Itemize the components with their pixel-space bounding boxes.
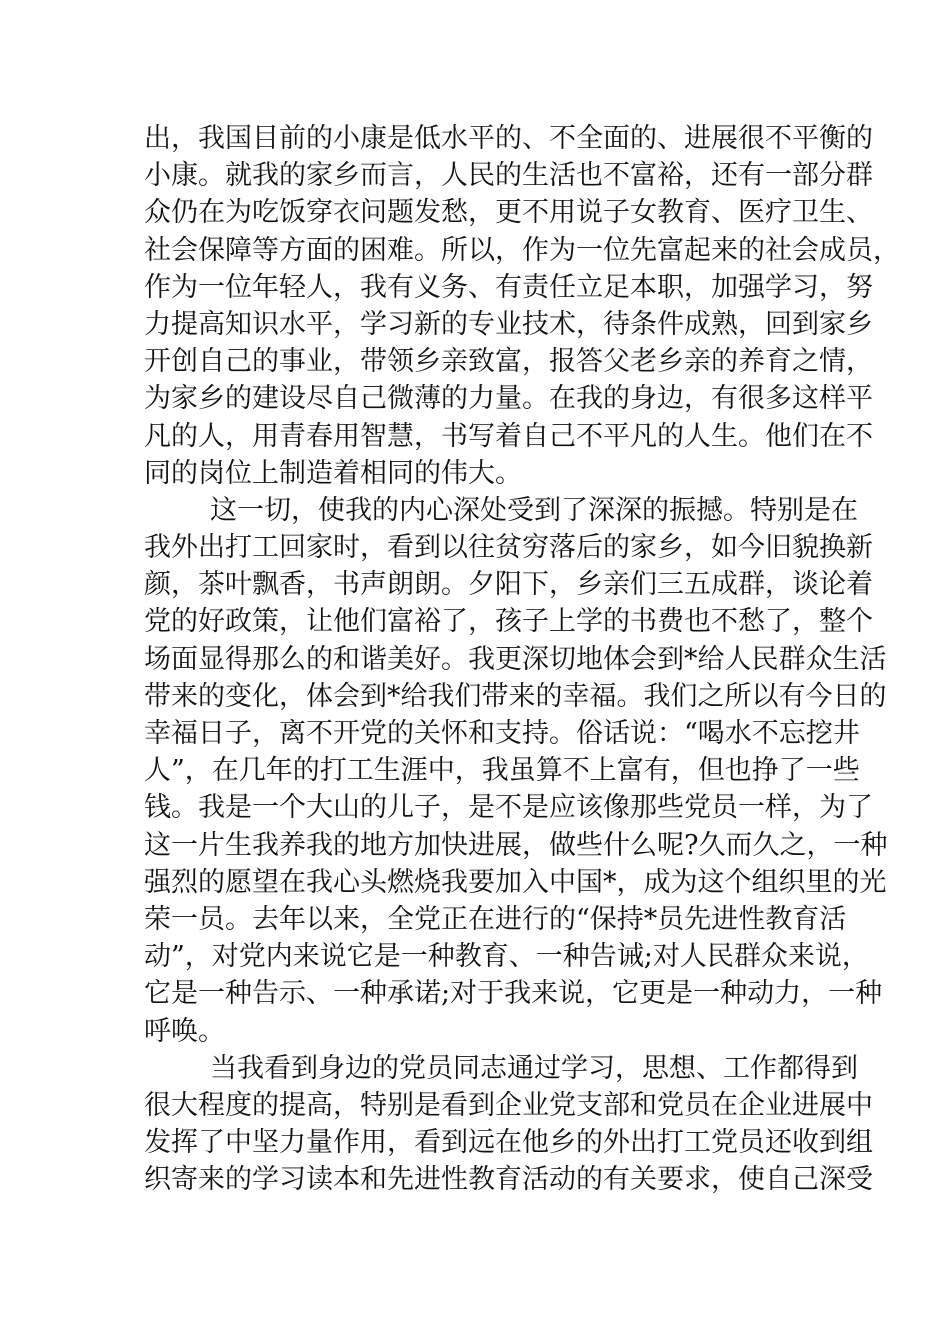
paragraph-2-line-10: 这一片生我养我的地方加快进展，做些什么呢?久而久之，一种 <box>144 829 888 861</box>
paragraph-2-line-1: 这一切，使我的内心深处受到了深深的振撼。特别是在 <box>210 494 858 526</box>
paragraph-2-line-3: 颜，茶叶飘香，书声朗朗。夕阳下，乡亲们三五成群，谈论着 <box>144 569 873 601</box>
paragraph-2-line-9: 钱。我是一个大山的儿子，是不是应该像那些党员一样，为了 <box>144 792 873 824</box>
paragraph-1-line-7: 开创自己的事业，带领乡亲致富，报答父老乡亲的养育之情， <box>144 346 873 378</box>
paragraph-2-line-2: 我外出打工回家时，看到以往贫穷落后的家乡，如今旧貌换新 <box>144 532 873 564</box>
paragraph-2-line-12: 荣一员。去年以来，全党正在进行的“保持*员先进性教育活 <box>144 903 847 935</box>
paragraph-1-line-4: 社会保障等方面的困难。所以，作为一位先富起来的社会成员， <box>144 234 900 266</box>
paragraph-2-line-7: 幸福日子，离不开党的关怀和支持。俗话说：“喝水不忘挖井 <box>144 718 860 749</box>
paragraph-1-line-1: 出，我国目前的小康是低水平的、不全面的、进展很不平衡的 <box>144 123 873 154</box>
paragraph-2-line-14: 它是一种告示、一种承诺;对于我来说，它更是一种动力，一种 <box>144 978 883 1010</box>
paragraph-3-line-3: 发挥了中坚力量作用，看到远在他乡的外出打工党员还收到组 <box>144 1127 873 1159</box>
paragraph-2-line-13: 动”，对党内来说它是一种教育、一种告诫;对人民群众来说， <box>144 941 869 973</box>
paragraph-1-line-10: 同的岗位上制造着相同的伟大。 <box>144 457 522 489</box>
paragraph-1-line-3: 众仍在为吃饭穿衣问题发愁，更不用说子女教育、医疗卫生、 <box>144 197 873 229</box>
paragraph-1-line-2: 小康。就我的家乡而言，人民的生活也不富裕，还有一部分群 <box>144 160 873 192</box>
body-text <box>144 120 900 1198</box>
paragraph-2-line-11: 强烈的愿望在我心头燃烧我要加入中国*，成为这个组织里的光 <box>144 866 887 898</box>
paragraph-1-line-6: 力提高知识水平，学习新的专业技术，待条件成熟，回到家乡 <box>144 308 873 340</box>
paragraph-2-line-15: 呼唤。 <box>144 1015 225 1047</box>
paragraph-1-line-5: 作为一位年轻人，我有义务、有责任立足本职，加强学习，努 <box>144 271 873 303</box>
paragraph-2-line-5: 场面显得那么的和谐美好。我更深切地体会到*给人民群众生活 <box>144 643 887 675</box>
paragraph-1-line-8: 为家乡的建设尽自己微薄的力量。在我的身边，有很多这样平 <box>144 383 873 415</box>
paragraph-1-line-9: 凡的人，用青春用智慧，书写着自己不平凡的人生。他们在不 <box>144 420 873 452</box>
paragraph-2-line-6: 带来的变化，体会到*给我们带来的幸福。我们之所以有今日的 <box>144 680 887 712</box>
paragraph-3-line-4: 织寄来的学习读本和先进性教育活动的有关要求，使自己深受 <box>144 1164 873 1196</box>
paragraph-3-line-1: 当我看到身边的党员同志通过学习，思想、工作都得到 <box>210 1052 858 1084</box>
paragraph-2-line-4: 党的好政策，让他们富裕了，孩子上学的书费也不愁了，整个 <box>144 606 873 638</box>
paragraph-2-line-8: 人”，在几年的打工生涯中，我虽算不上富有，但也挣了一些 <box>144 755 860 787</box>
paragraph-3-line-2: 很大程度的提高，特别是看到企业党支部和党员在企业进展中 <box>144 1089 873 1121</box>
